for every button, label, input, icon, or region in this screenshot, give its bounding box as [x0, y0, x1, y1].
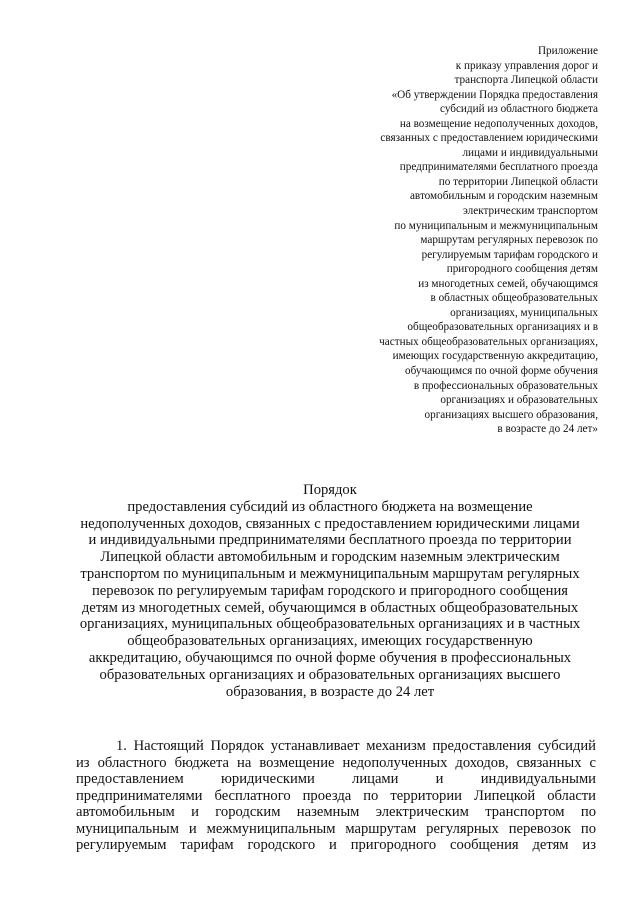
paragraph-line: регулируемым тарифам городского и пригородного сообщения детям из [76, 837, 596, 853]
paragraph-line: предпринимателями бесплатного проезда по территории Липецкой области [76, 787, 596, 804]
appendix-line: субсидий из областного бюджета [440, 103, 598, 116]
appendix-line: Приложение [537, 45, 598, 57]
appendix-line: имеющих государственную аккредитацию, [392, 350, 598, 363]
appendix-line: обучающимся по очной форме обучения [405, 365, 598, 378]
appendix-line: на возмещение недополученных доходов, [399, 117, 598, 130]
appendix-line: организациях и образовательных [440, 394, 598, 407]
document-title [62, 482, 598, 700]
appendix-line: пригородного сообщения детям [446, 263, 598, 276]
title-line: образовательных организациях и образовательных организациях высшего [99, 666, 561, 683]
title-heading: Порядок [303, 482, 357, 498]
appendix-line: общеобразовательных организациях и в [407, 321, 598, 334]
appendix-line: из многодетных семей, обучающимся [418, 277, 598, 290]
title-line: перевозок по регулируемым тарифам городского и пригородного сообщения [91, 582, 568, 599]
title-line: организациях, муниципальных общеобразовательных организациях и в частных [79, 616, 581, 633]
appendix-line: к приказу управления дорог и [455, 59, 598, 72]
title-line: и индивидуальными предпринимателями бесплатного проезда по территории [88, 532, 572, 549]
title-line: аккредитацию, обучающимся по очной форме обучения в профессиональных [88, 649, 572, 666]
appendix-line: организациях, муниципальных [450, 306, 598, 319]
appendix-line: в областных общеобразовательных [430, 292, 598, 305]
appendix-line: электрическим транспортом [463, 205, 598, 218]
appendix-line: в возрасте до 24 лет» [497, 423, 598, 436]
paragraph-line: автомобильным и городским наземным электрическим транспортом по [76, 804, 596, 820]
appendix-line: частных общеобразовательных организациях, [379, 335, 598, 348]
title-line: недополученных доходов, связанных с предоставлением юридическими лицами [80, 515, 580, 532]
paragraph-1 [76, 738, 596, 854]
title-line: общеобразовательных организациях, имеющих государственную [127, 633, 533, 650]
appendix-line: регулируемым тарифам городского и [421, 248, 598, 261]
appendix-line: связанных с предоставлением юридическими [380, 132, 598, 145]
appendix-line: маршрутам регулярных перевозок по [420, 234, 598, 247]
paragraph-line: из областного бюджета на возмещение недополученных доходов, связанных с [76, 754, 596, 771]
title-line: транспортом по муниципальным и межмуниципальным маршрутам регулярных [80, 565, 580, 582]
title-line: детям из многодетных семей, обучающимся в областных общеобразовательных [81, 599, 579, 616]
appendix-header [298, 44, 598, 437]
appendix-line: организациях высшего образования, [424, 408, 598, 421]
appendix-line: по территории Липецкой области [438, 175, 598, 188]
appendix-line: предпринимателями бесплатного проезда [399, 161, 598, 174]
title-line: предоставления субсидий из областного бюджета на возмещение [127, 498, 533, 515]
title-line: Липецкой области автомобильным и городским наземным электрическим [100, 549, 560, 566]
title-line: образования, в возрасте до 24 лет [225, 683, 435, 700]
paragraph-line: 1. Настоящий Порядок устанавливает механизм предоставления субсидий [116, 738, 596, 754]
appendix-line: по муниципальным и межмуниципальным [394, 219, 598, 232]
appendix-line: лицами и индивидуальными [462, 146, 598, 159]
paragraph-line: муниципальным и межмуниципальным маршрутам регулярных перевозок по [76, 820, 596, 837]
appendix-line: транспорта Липецкой области [454, 74, 598, 87]
appendix-line: «Об утверждении Порядка предоставления [391, 88, 598, 101]
appendix-line: автомобильным и городским наземным [409, 190, 598, 203]
appendix-line: в профессиональных образовательных [413, 379, 598, 392]
paragraph-line: предоставлением юридическими лицами и индивидуальными [76, 771, 596, 787]
